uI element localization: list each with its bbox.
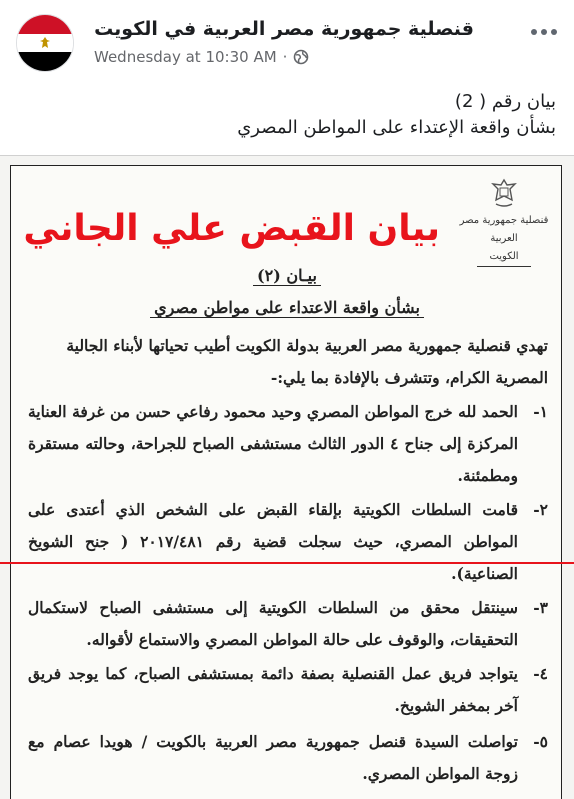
item-text: تواصلت السيدة قنصل جمهورية مصر العربية بالكويت / هويدا عصام مع زوجة المواطن المصري.: [28, 732, 518, 783]
egypt-flag-icon: [17, 15, 73, 71]
item-text: يتواجد فريق عمل القنصلية بصفة دائمة بمستشفى الصباح، كما يوجد فريق آخر بمخفر الشويخ.: [28, 664, 518, 715]
post-timestamp[interactable]: Wednesday at 10:30 AM: [94, 48, 277, 66]
item-number: ٣-: [533, 598, 548, 617]
letterhead-line-1: قنصلية جمهورية مصر العربية: [459, 215, 549, 244]
more-options-icon[interactable]: [524, 22, 564, 42]
meta-separator: ·: [282, 48, 288, 66]
letterhead-line-2: الكويت: [477, 248, 530, 267]
page-name-link[interactable]: قنصلية جمهورية مصر العربية في الكويت: [94, 18, 474, 40]
item-number: ٥-: [533, 732, 548, 751]
statement-subject: بشأن واقعة الاعتداء على مواطن مصري: [0, 298, 574, 317]
caption-line-2: بشأن واقعة الإعتداء على المواطن المصري: [237, 117, 556, 138]
post-header: [0, 0, 574, 80]
item-number: ١-: [533, 402, 548, 421]
globe-icon[interactable]: [293, 49, 309, 65]
caption-line-1: بيان رقم ( 2): [454, 91, 556, 112]
item-text: قامت السلطات الكويتية بإلقاء القبض على الشخص الذي أعتدى على المواطن المصري، حيث سجلت قضية رقم ٢٠١٧/٤٨١ ( جنح الشويخ الصناعية).: [28, 500, 518, 583]
statement-item-1: [28, 396, 548, 492]
eagle-emblem-icon: [39, 36, 51, 50]
post-caption: [16, 89, 556, 141]
statement-intro: تهدي قنصلية جمهورية مصر العربية بدولة الكويت أطيب تحياتها لأبناء الجالية المصرية الكرام، وتتشرف بالإفادة بما يلي:-: [66, 336, 548, 387]
item-text: سينتقل محقق من السلطات الكويتية إلى مستشفى الصباح لاستكمال التحقيقات، والوقوف على حالة المواطن المصري والاستماع لأقواله.: [28, 598, 518, 649]
item-number: ٤-: [533, 664, 548, 683]
statement-item-4: [28, 658, 548, 722]
page-avatar[interactable]: [16, 14, 74, 72]
item-text: الحمد لله خرج المواطن المصري وحيد محمود رفاعي حسن من غرفة العناية المركزة إلى جناح ٤ الدور الثالث مستشفى الصباح للجراحة، وحالته مستقرة ومطمئنة.: [28, 402, 519, 485]
statement-item-5: [28, 726, 548, 790]
statement-number: بيـان (٢): [0, 266, 574, 285]
statement-item-3: [28, 592, 548, 656]
item-number: ٢-: [533, 500, 548, 519]
coat-of-arms-icon: [487, 178, 521, 210]
document-headline: بيان القبض علي الجاني: [23, 208, 440, 249]
statement-item-2: [28, 494, 548, 590]
post-meta: [94, 48, 309, 66]
letterhead: [452, 212, 556, 267]
red-divider-line: [0, 562, 574, 564]
